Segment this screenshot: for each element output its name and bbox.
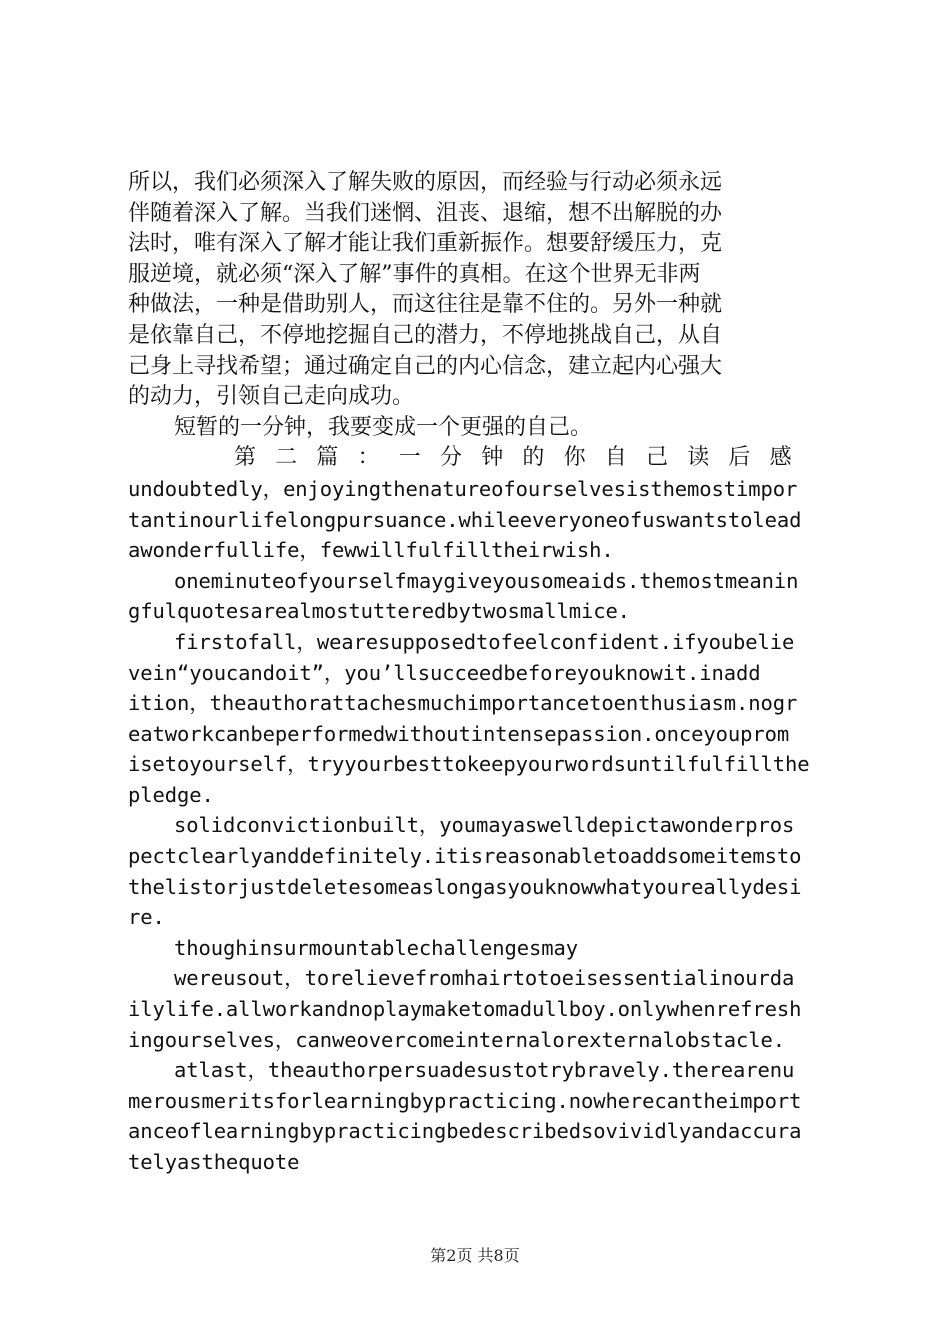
text-line: anceoflearningbypracticingbedescribedsovividlyandaccura xyxy=(128,1119,802,1144)
text-line: 法时，唯有深入了解才能让我们重新振作。想要舒缓压力，克 xyxy=(128,231,723,257)
text-line: wereusout，torelievefromhairtotoeisessentialinourda xyxy=(174,966,795,991)
text-line: telyasthequote xyxy=(128,1150,300,1174)
document-body xyxy=(128,168,834,1178)
text-line: ition，theauthorattachesmuchimportancetoenthusiasm.nogr xyxy=(128,691,798,716)
text-line: 是依靠自己，不停地挖掘自己的潜力，不停地挑战自己，从自 xyxy=(128,322,723,348)
text-line: atlast，theauthorpersuadesustotrybravely.therearenu xyxy=(174,1058,795,1083)
text-line: thoughinsurmountablechallengesmay xyxy=(174,935,578,960)
text-line: solidconvictionbuilt，youmayaswelldepictawonderpros xyxy=(174,813,795,838)
text-line: eatworkcanbeperformedwithoutintensepassion.onceyouprom xyxy=(128,721,790,746)
text-line: 种做法，一种是借助别人，而这往往是靠不住的。另外一种就 xyxy=(128,292,723,318)
text-line: gfulquotesarealmostutteredbytwosmallmice. xyxy=(128,599,630,624)
text-line: isetoyourself，tryyourbesttokeepyourwordsuntilfulfillthe xyxy=(128,752,810,777)
text-line: ingourselves，canweovercomeinternalorexternalobstacle. xyxy=(128,1027,785,1052)
text-line: 己身上寻找希望；通过确定自己的内心信念，建立起内心强大 xyxy=(128,353,723,379)
text-line: awonderfullife，fewwillfulfilltheirwish. xyxy=(128,538,614,563)
section-heading: 第二篇：一分钟的你自己读后感 xyxy=(234,445,811,471)
text-line: 伴随着深入了解。当我们迷惘、沮丧、退缩，想不出解脱的办 xyxy=(128,200,723,226)
text-line: pectclearlyanddefinitely.itisreasonabletoaddsomeitemsto xyxy=(128,844,802,869)
text-line: merousmeritsforlearningbypracticing.nowherecantheimport xyxy=(128,1088,802,1113)
text-line: re. xyxy=(128,905,165,930)
text-line: vein“youcandoit”，you’llsucceedbeforeyouknowit.inadd xyxy=(128,660,761,685)
text-line: 服逆境，就必须“深入了解”事件的真相。在这个世界无非两 xyxy=(128,261,701,287)
text-line: thelistorjustdeletesomeaslongasyouknowwhatyoureallydesi xyxy=(128,874,802,899)
text-line: ilylife.allworkandnoplaymaketomadullboy.onlywhenrefresh xyxy=(128,997,802,1022)
text-line: undoubtedly，enjoyingthenatureofourselvesisthemostimpor xyxy=(128,476,798,501)
text-line: 的动力，引领自己走向成功。 xyxy=(128,384,415,410)
text-line: 所以，我们必须深入了解失败的原因，而经验与行动必须永远 xyxy=(128,170,723,195)
text-line: 短暂的一分钟，我要变成一个更强的自己。 xyxy=(174,414,593,440)
text-line: tantinourlifelongpursuance.whileeveryoneofuswantstolead xyxy=(128,507,802,532)
text-line: oneminuteofyourselfmaygiveyousomeaids.themostmeanin xyxy=(174,568,799,593)
page-footer: 第2页 共8页 xyxy=(430,1246,520,1265)
text-line: firstofall，wearesupposedtofeelconfident.ifyoubelie xyxy=(174,629,795,654)
text-line: pledge. xyxy=(128,782,214,807)
